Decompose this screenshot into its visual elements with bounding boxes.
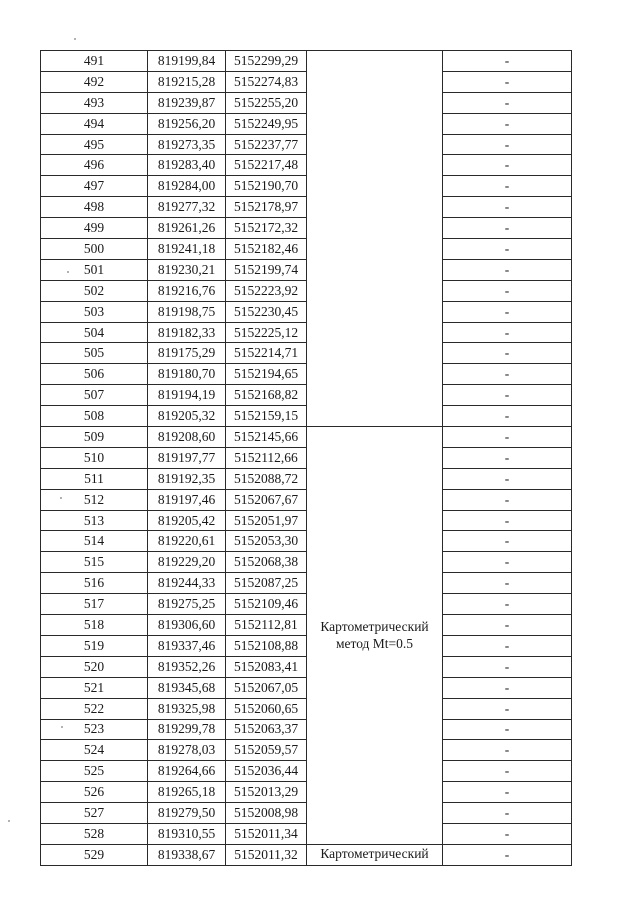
point-number-cell: 523	[41, 719, 148, 740]
point-number-cell: 501	[41, 259, 148, 280]
y-coordinate-cell: 5152249,95	[226, 113, 307, 134]
point-number-cell: 507	[41, 385, 148, 406]
method-cell	[307, 51, 443, 427]
table-row	[41, 677, 572, 698]
x-coordinate-cell: 819310,55	[148, 823, 226, 844]
x-coordinate-cell: 819337,46	[148, 635, 226, 656]
point-number-cell: 520	[41, 656, 148, 677]
accuracy-cell: -	[443, 259, 572, 280]
x-coordinate-cell: 819239,87	[148, 92, 226, 113]
point-number-cell: 517	[41, 594, 148, 615]
x-coordinate-cell: 819325,98	[148, 698, 226, 719]
x-coordinate-cell: 819277,32	[148, 197, 226, 218]
y-coordinate-cell: 5152088,72	[226, 468, 307, 489]
point-number-cell: 502	[41, 280, 148, 301]
y-coordinate-cell: 5152013,29	[226, 782, 307, 803]
point-number-cell: 505	[41, 343, 148, 364]
table-row	[41, 280, 572, 301]
x-coordinate-cell: 819215,28	[148, 71, 226, 92]
x-coordinate-cell: 819284,00	[148, 176, 226, 197]
table-row	[41, 761, 572, 782]
point-number-cell: 513	[41, 510, 148, 531]
accuracy-cell: -	[443, 656, 572, 677]
accuracy-cell: -	[443, 782, 572, 803]
table-row	[41, 468, 572, 489]
y-coordinate-cell: 5152063,37	[226, 719, 307, 740]
x-coordinate-cell: 819275,25	[148, 594, 226, 615]
y-coordinate-cell: 5152067,67	[226, 489, 307, 510]
point-number-cell: 509	[41, 427, 148, 448]
accuracy-cell: -	[443, 635, 572, 656]
y-coordinate-cell: 5152223,92	[226, 280, 307, 301]
x-coordinate-cell: 819199,84	[148, 51, 226, 72]
accuracy-cell: -	[443, 406, 572, 427]
table-row	[41, 844, 572, 865]
accuracy-cell: -	[443, 239, 572, 260]
x-coordinate-cell: 819352,26	[148, 656, 226, 677]
y-coordinate-cell: 5152237,77	[226, 134, 307, 155]
x-coordinate-cell: 819306,60	[148, 615, 226, 636]
x-coordinate-cell: 819278,03	[148, 740, 226, 761]
table-row	[41, 594, 572, 615]
table-row	[41, 823, 572, 844]
x-coordinate-cell: 819299,78	[148, 719, 226, 740]
point-number-cell: 524	[41, 740, 148, 761]
table-row	[41, 385, 572, 406]
y-coordinate-cell: 5152060,65	[226, 698, 307, 719]
accuracy-cell: -	[443, 176, 572, 197]
y-coordinate-cell: 5152068,38	[226, 552, 307, 573]
method-cell	[307, 427, 443, 845]
point-number-cell: 518	[41, 615, 148, 636]
y-coordinate-cell: 5152112,66	[226, 447, 307, 468]
y-coordinate-cell: 5152083,41	[226, 656, 307, 677]
x-coordinate-cell: 819180,70	[148, 364, 226, 385]
x-coordinate-cell: 819198,75	[148, 301, 226, 322]
y-coordinate-cell: 5152011,32	[226, 844, 307, 865]
accuracy-cell: -	[443, 803, 572, 824]
accuracy-cell: -	[443, 322, 572, 343]
table-row	[41, 406, 572, 427]
method-text-line: Картометрический	[320, 845, 429, 861]
y-coordinate-cell: 5152172,32	[226, 218, 307, 239]
x-coordinate-cell: 819345,68	[148, 677, 226, 698]
table-row	[41, 531, 572, 552]
point-number-cell: 508	[41, 406, 148, 427]
y-coordinate-cell: 5152109,46	[226, 594, 307, 615]
accuracy-cell: -	[443, 698, 572, 719]
x-coordinate-cell: 819216,76	[148, 280, 226, 301]
x-coordinate-cell: 819205,42	[148, 510, 226, 531]
y-coordinate-cell: 5152059,57	[226, 740, 307, 761]
y-coordinate-cell: 5152214,71	[226, 343, 307, 364]
point-number-cell: 519	[41, 635, 148, 656]
method-cell	[307, 844, 443, 865]
accuracy-cell: -	[443, 364, 572, 385]
point-number-cell: 512	[41, 489, 148, 510]
table-row	[41, 510, 572, 531]
point-number-cell: 515	[41, 552, 148, 573]
x-coordinate-cell: 819338,67	[148, 844, 226, 865]
accuracy-cell: -	[443, 134, 572, 155]
accuracy-cell: -	[443, 71, 572, 92]
table-row	[41, 489, 572, 510]
table-row	[41, 364, 572, 385]
point-number-cell: 497	[41, 176, 148, 197]
accuracy-cell: -	[443, 615, 572, 636]
point-number-cell: 527	[41, 803, 148, 824]
y-coordinate-cell: 5152274,83	[226, 71, 307, 92]
y-coordinate-cell: 5152299,29	[226, 51, 307, 72]
scan-speck	[60, 497, 62, 499]
table-row	[41, 552, 572, 573]
point-number-cell: 514	[41, 531, 148, 552]
y-coordinate-cell: 5152145,66	[226, 427, 307, 448]
accuracy-cell: -	[443, 510, 572, 531]
y-coordinate-cell: 5152178,97	[226, 197, 307, 218]
table-row	[41, 656, 572, 677]
table-row	[41, 740, 572, 761]
y-coordinate-cell: 5152182,46	[226, 239, 307, 260]
point-number-cell: 511	[41, 468, 148, 489]
point-number-cell: 495	[41, 134, 148, 155]
x-coordinate-cell: 819265,18	[148, 782, 226, 803]
accuracy-cell: -	[443, 218, 572, 239]
scan-speck	[74, 38, 76, 40]
scan-speck	[67, 271, 69, 273]
accuracy-cell: -	[443, 552, 572, 573]
point-number-cell: 496	[41, 155, 148, 176]
table-row	[41, 322, 572, 343]
table-row	[41, 92, 572, 113]
scan-speck	[61, 726, 63, 728]
point-number-cell: 499	[41, 218, 148, 239]
y-coordinate-cell: 5152008,98	[226, 803, 307, 824]
y-coordinate-cell: 5152053,30	[226, 531, 307, 552]
point-number-cell: 494	[41, 113, 148, 134]
accuracy-cell: -	[443, 385, 572, 406]
point-number-cell: 500	[41, 239, 148, 260]
accuracy-cell: -	[443, 740, 572, 761]
table-row	[41, 301, 572, 322]
point-number-cell: 526	[41, 782, 148, 803]
x-coordinate-cell: 819175,29	[148, 343, 226, 364]
y-coordinate-cell: 5152087,25	[226, 573, 307, 594]
y-coordinate-cell: 5152199,74	[226, 259, 307, 280]
y-coordinate-cell: 5152190,70	[226, 176, 307, 197]
point-number-cell: 521	[41, 677, 148, 698]
accuracy-cell: -	[443, 343, 572, 364]
point-number-cell: 492	[41, 71, 148, 92]
y-coordinate-cell: 5152230,45	[226, 301, 307, 322]
point-number-cell: 528	[41, 823, 148, 844]
y-coordinate-cell: 5152112,81	[226, 615, 307, 636]
table-row	[41, 447, 572, 468]
x-coordinate-cell: 819241,18	[148, 239, 226, 260]
table-row	[41, 635, 572, 656]
y-coordinate-cell: 5152051,97	[226, 510, 307, 531]
x-coordinate-cell: 819283,40	[148, 155, 226, 176]
x-coordinate-cell: 819244,33	[148, 573, 226, 594]
y-coordinate-cell: 5152036,44	[226, 761, 307, 782]
accuracy-cell: -	[443, 427, 572, 448]
y-coordinate-cell: 5152067,05	[226, 677, 307, 698]
accuracy-cell: -	[443, 761, 572, 782]
table-row	[41, 698, 572, 719]
x-coordinate-cell: 819220,61	[148, 531, 226, 552]
accuracy-cell: -	[443, 823, 572, 844]
y-coordinate-cell: 5152011,34	[226, 823, 307, 844]
y-coordinate-cell: 5152225,12	[226, 322, 307, 343]
table-row	[41, 615, 572, 636]
table-row	[41, 719, 572, 740]
x-coordinate-cell: 819230,21	[148, 259, 226, 280]
x-coordinate-cell: 819279,50	[148, 803, 226, 824]
point-number-cell: 525	[41, 761, 148, 782]
accuracy-cell: -	[443, 92, 572, 113]
accuracy-cell: -	[443, 531, 572, 552]
table-row	[41, 573, 572, 594]
accuracy-cell: -	[443, 113, 572, 134]
table-row	[41, 134, 572, 155]
x-coordinate-cell: 819205,32	[148, 406, 226, 427]
method-text-line: Картометрический	[320, 619, 429, 635]
x-coordinate-cell: 819261,26	[148, 218, 226, 239]
table-row	[41, 427, 572, 448]
point-number-cell: 506	[41, 364, 148, 385]
accuracy-cell: -	[443, 155, 572, 176]
accuracy-cell: -	[443, 301, 572, 322]
accuracy-cell: -	[443, 594, 572, 615]
accuracy-cell: -	[443, 197, 572, 218]
x-coordinate-cell: 819194,19	[148, 385, 226, 406]
table-row	[41, 113, 572, 134]
accuracy-cell: -	[443, 447, 572, 468]
accuracy-cell: -	[443, 573, 572, 594]
method-text-line: метод Mt=0.5	[335, 636, 414, 652]
point-number-cell: 529	[41, 844, 148, 865]
accuracy-cell: -	[443, 844, 572, 865]
point-number-cell: 498	[41, 197, 148, 218]
point-number-cell: 491	[41, 51, 148, 72]
x-coordinate-cell: 819197,77	[148, 447, 226, 468]
x-coordinate-cell: 819192,35	[148, 468, 226, 489]
x-coordinate-cell: 819273,35	[148, 134, 226, 155]
point-number-cell: 510	[41, 447, 148, 468]
accuracy-cell: -	[443, 489, 572, 510]
y-coordinate-cell: 5152168,82	[226, 385, 307, 406]
x-coordinate-cell: 819182,33	[148, 322, 226, 343]
y-coordinate-cell: 5152217,48	[226, 155, 307, 176]
y-coordinate-cell: 5152194,65	[226, 364, 307, 385]
table-row	[41, 155, 572, 176]
accuracy-cell: -	[443, 51, 572, 72]
accuracy-cell: -	[443, 468, 572, 489]
x-coordinate-cell: 819229,20	[148, 552, 226, 573]
point-number-cell: 516	[41, 573, 148, 594]
x-coordinate-cell: 819197,46	[148, 489, 226, 510]
coordinates-table-body	[41, 51, 572, 866]
y-coordinate-cell: 5152159,15	[226, 406, 307, 427]
point-number-cell: 522	[41, 698, 148, 719]
coordinates-table	[40, 50, 572, 866]
table-row	[41, 803, 572, 824]
point-number-cell: 503	[41, 301, 148, 322]
y-coordinate-cell: 5152108,88	[226, 635, 307, 656]
table-row	[41, 71, 572, 92]
point-number-cell: 493	[41, 92, 148, 113]
x-coordinate-cell: 819208,60	[148, 427, 226, 448]
x-coordinate-cell: 819264,66	[148, 761, 226, 782]
table-row	[41, 782, 572, 803]
table-row	[41, 218, 572, 239]
accuracy-cell: -	[443, 719, 572, 740]
point-number-cell: 504	[41, 322, 148, 343]
table-row	[41, 51, 572, 72]
table-row	[41, 239, 572, 260]
y-coordinate-cell: 5152255,20	[226, 92, 307, 113]
scan-speck	[8, 820, 10, 822]
accuracy-cell: -	[443, 280, 572, 301]
table-row	[41, 176, 572, 197]
table-row	[41, 343, 572, 364]
table-row	[41, 197, 572, 218]
table-row	[41, 259, 572, 280]
x-coordinate-cell: 819256,20	[148, 113, 226, 134]
accuracy-cell: -	[443, 677, 572, 698]
